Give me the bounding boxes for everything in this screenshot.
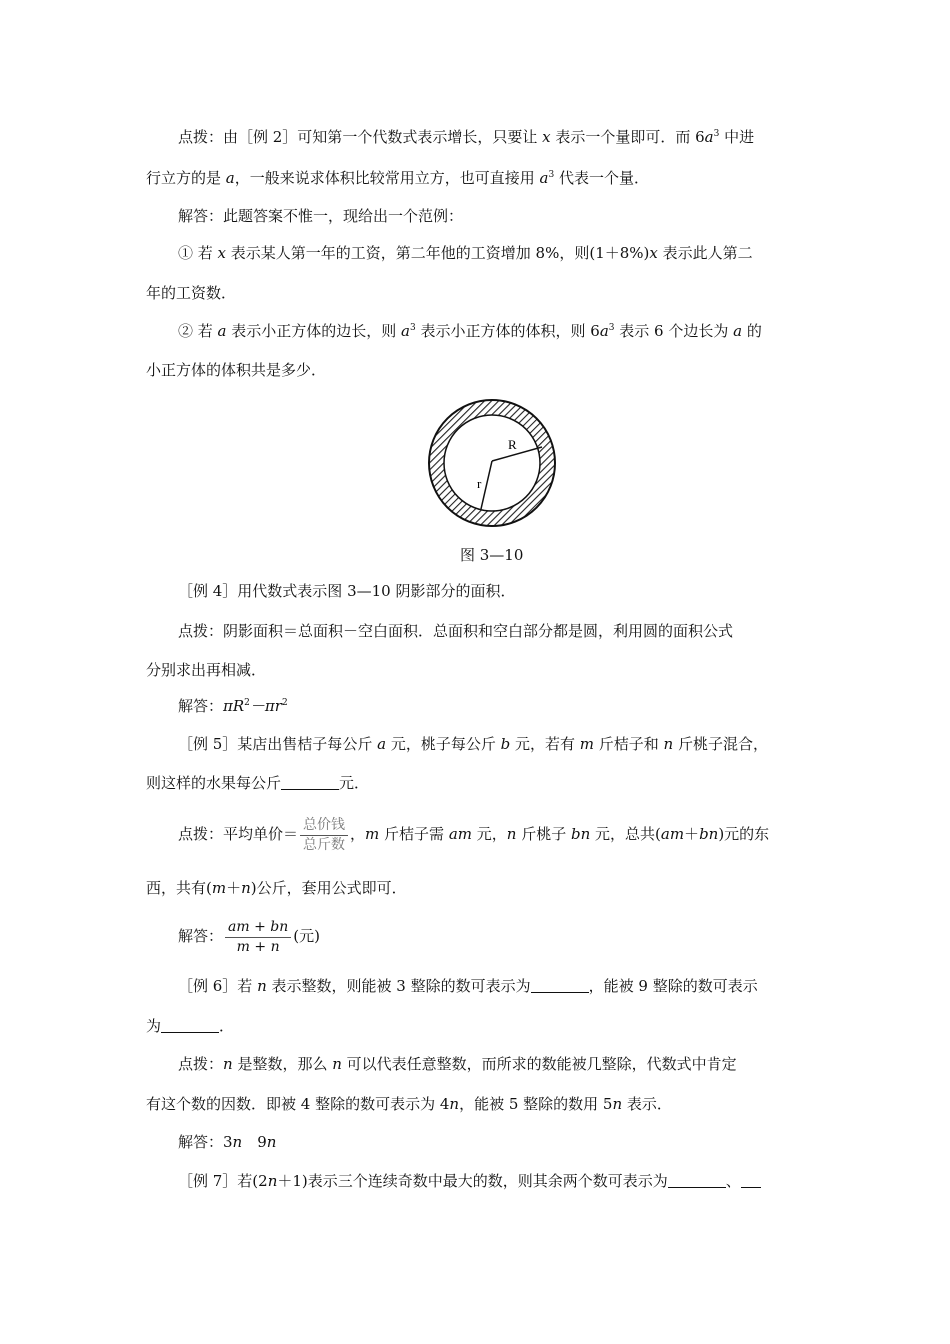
fraction-denominator: m + n [236, 938, 280, 955]
text: ［例 5］某店出售桔子每公斤 [178, 735, 378, 753]
text: 表示某人第一年的工资，第二年他的工资增加 8%，则(1＋8%) [226, 244, 650, 262]
paragraph-hint-ex4-line2: 分别求出再相减． [146, 661, 267, 679]
text: ，能被 5 整除的数用 5 [459, 1095, 613, 1113]
text: 元． [339, 774, 370, 792]
text: 9 [242, 1133, 267, 1151]
var: n [612, 1095, 623, 1113]
text: 西，共有( [146, 879, 212, 897]
text: 斤桃子 [516, 825, 571, 843]
text: 中进 [719, 128, 755, 146]
answer-blank[interactable] [741, 1173, 761, 1188]
text: ［例 6］若 [178, 977, 258, 995]
var: bn [699, 825, 719, 843]
text: ，能被 9 整除的数可表示 [588, 977, 758, 995]
text: 为 [146, 1017, 162, 1035]
var: am [448, 825, 472, 843]
text: )公斤，套用公式即可． [250, 879, 407, 897]
var: n [241, 879, 251, 897]
text: 有这个数的因数．即被 4 整除的数可表示为 4 [146, 1095, 450, 1113]
var: m [211, 879, 227, 897]
text: 代表一个量． [554, 169, 649, 187]
text: ， [350, 825, 366, 843]
text: 表示此人第二 [657, 244, 753, 262]
text: 解答： [178, 927, 224, 945]
text: 斤桃子混合， [673, 735, 768, 753]
var: n [506, 825, 517, 843]
paragraph-hint-ex3-line1 [178, 126, 808, 148]
paragraph-hint-ex6-line2 [146, 1093, 806, 1115]
var: n [663, 735, 674, 753]
text: 元，若有 [510, 735, 580, 753]
fraction-numerator: am + bn [225, 918, 291, 938]
text: ，一般来说求体积比较常用立方，也可直接用 [234, 169, 540, 187]
text: 的 [742, 322, 762, 340]
text: ． [219, 1017, 235, 1035]
var: x [542, 128, 551, 146]
var: x [217, 244, 227, 262]
var: a [599, 322, 609, 340]
text: 元，桃子每公斤 [386, 735, 501, 753]
var: a [377, 735, 387, 753]
var: bn [570, 825, 591, 843]
fraction-denominator: 总斤数 [303, 836, 346, 853]
text: 表示小正方体的体积，则 6 [415, 322, 600, 340]
var: a [225, 169, 235, 187]
text: 表示小正方体的边长，则 [226, 322, 402, 340]
paragraph-example2-line1 [178, 320, 808, 342]
answer-blank[interactable] [161, 1018, 219, 1033]
annulus-figure [424, 397, 560, 529]
var: n [257, 977, 267, 995]
text: 元， [471, 825, 507, 843]
var: x [649, 244, 658, 262]
paragraph-ex4: ［例 4］用代数式表示图 3—10 阴影部分的面积． [178, 582, 516, 600]
text: 表示整数，则能被 3 整除的数可表示为 [266, 977, 531, 995]
paragraph-example1-line1 [178, 242, 808, 264]
var: b [500, 735, 511, 753]
paragraph-answer-ex6 [178, 1131, 808, 1153]
var: n [449, 1095, 460, 1113]
text: 解答： [178, 697, 224, 715]
paragraph-hint-ex4-line1: 点拨：阴影面积＝总面积－空白面积．总面积和空白部分都是圆，利用圆的面积公式 [178, 622, 734, 640]
text: 、 [725, 1172, 741, 1190]
paragraph-ex7 [178, 1170, 808, 1192]
var: a [217, 322, 227, 340]
exponent: 3 [548, 170, 555, 180]
exponent: 2 [244, 698, 250, 708]
paragraph-ex5-line2 [146, 772, 806, 794]
paragraph-hint-ex5-line2 [146, 877, 806, 899]
var: a [704, 128, 714, 146]
text: ① 若 [178, 244, 218, 262]
paragraph-answer-ex5 [178, 914, 808, 958]
var: a [733, 322, 743, 340]
text: 是整数，那么 [232, 1055, 333, 1073]
text: 元，总共( [590, 825, 661, 843]
formula: －πr [249, 697, 282, 715]
text: 表示． [622, 1095, 672, 1113]
paragraph-hint-ex3-line2 [146, 167, 806, 189]
text: 点拨： [178, 1055, 224, 1073]
paragraph-example2-line2: 小正方体的体积共是多少． [146, 361, 327, 379]
fraction-answer [225, 918, 291, 957]
text: 点拨：由［例 2］可知第一个代数式表示增长，只要让 [178, 128, 543, 146]
exponent: 3 [410, 323, 416, 333]
text: ＋1)表示三个连续奇数中最大的数，则其余两个数可表示为 [277, 1172, 668, 1190]
paragraph-example1-line2: 年的工资数． [146, 284, 237, 302]
exponent: 3 [608, 323, 615, 333]
paragraph-ex6-line2 [146, 1015, 806, 1037]
text: 斤桔子需 [379, 825, 449, 843]
formula: πR [223, 697, 245, 715]
text: )元的东 [718, 825, 770, 843]
paragraph-ex6-line1 [178, 975, 808, 997]
text: ［例 7］若(2 [178, 1172, 268, 1190]
label-r: r [477, 476, 482, 491]
paragraph-answer-ex3: 解答：此题答案不惟一，现给出一个范例： [178, 207, 464, 225]
var: n [223, 1055, 233, 1073]
text: 点拨：平均单价＝ [178, 825, 299, 843]
var: n [266, 1133, 277, 1151]
fraction-numerator: 总价钱 [300, 816, 348, 836]
text: (元) [293, 927, 320, 945]
text: 表示一个量即可．而 6 [550, 128, 705, 146]
var: n [267, 1172, 278, 1190]
var: a [539, 169, 549, 187]
paragraph-hint-ex6-line1 [178, 1053, 808, 1075]
text: 行立方的是 [146, 169, 226, 187]
fraction-average-price [300, 816, 348, 855]
text: 可以代表任意整数，而所求的数能被几整除，代数式中肯定 [341, 1055, 737, 1073]
var: n [232, 1133, 243, 1151]
answer-blank[interactable] [531, 978, 589, 993]
text: 斤桔子和 [593, 735, 664, 753]
exponent: 3 [713, 129, 720, 139]
answer-blank[interactable] [668, 1173, 726, 1188]
figure-caption: 图 3—10 [460, 546, 524, 564]
exponent: 2 [281, 698, 288, 708]
label-R: R [508, 437, 517, 452]
var: m [579, 735, 594, 753]
text: 表示 6 个边长为 [614, 322, 734, 340]
var: a [401, 322, 410, 340]
var: m [365, 825, 380, 843]
var: am [660, 825, 685, 843]
paragraph-hint-ex5-line1 [178, 812, 808, 856]
text: ＋ [226, 879, 242, 897]
answer-blank[interactable] [281, 775, 339, 790]
var: n [332, 1055, 342, 1073]
paragraph-ex5-line1 [178, 733, 808, 755]
text: ② 若 [178, 322, 218, 340]
text: 解答：3 [178, 1133, 233, 1151]
paragraph-answer-ex4 [178, 695, 808, 717]
text: ＋ [684, 825, 700, 843]
text: 则这样的水果每公斤 [146, 774, 282, 792]
